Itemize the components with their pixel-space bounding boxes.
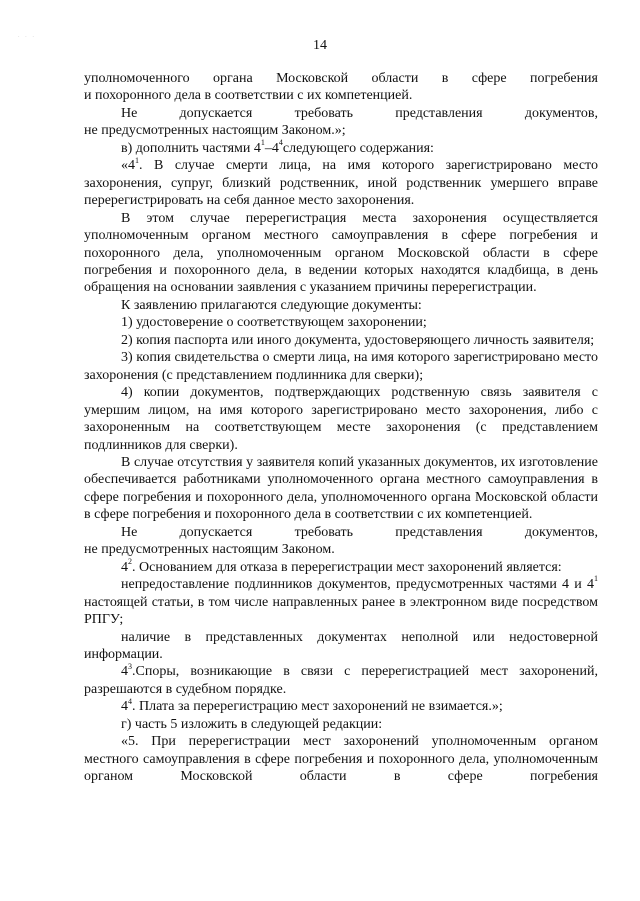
paragraph-text: .Споры, возникающие в связи с перерегистрацией мест захоронений, разрешаются в судебном порядке. (84, 664, 598, 697)
paragraph-text: «4 (121, 158, 135, 174)
paragraph (84, 210, 598, 297)
paragraph-text: в) дополнить частями 4 (121, 140, 261, 156)
paragraph-text: 3) копия свидетельства о смерти лица, на имя которого зарегистрировано место захоронения (с представлением подлинника для сверки); (84, 350, 598, 383)
paragraph (84, 559, 598, 576)
paragraph (84, 629, 598, 664)
paragraph-text: 4 (121, 559, 128, 575)
paragraph (84, 70, 598, 87)
paragraph-text: В случае отсутствия у заявителя копий указанных документов, их изготовление обеспечивается работниками уполномоченного органа местного самоуправления в сфере погребения и похоронного дела, уполномоченного органа Московской области в сфере погребения и похоронного дела в соответствии с их компетенцией. (84, 454, 598, 523)
superscript: 3 (128, 661, 132, 671)
paragraph (84, 716, 598, 733)
paragraph-text: непредоставление подлинников документов, предусмотренных частями 4 и 4 (121, 577, 594, 593)
paragraph-text: К заявлению прилагаются следующие документы: (121, 297, 422, 313)
scan-artifact: · · · (18, 34, 36, 40)
superscript: 1 (594, 574, 598, 584)
superscript: 1 (135, 155, 139, 165)
paragraph-text: 2) копия паспорта или иного документа, удостоверяющего личность заявителя; (121, 332, 595, 348)
superscript: 4 (128, 696, 132, 706)
paragraph-text: Не допускается требовать представления документов, (121, 105, 598, 121)
paragraph-text: «5. При перерегистрации мест захоронений уполномоченным органом местного самоуправления в сфере погребения и похоронного дела, уполномоченным органом Московской области в сфере погребения (84, 734, 598, 785)
paragraph-text: 1) удостоверение о соответствующем захоронении; (121, 315, 427, 331)
paragraph (84, 140, 598, 157)
paragraph-text: . Плата за перерегистрацию мест захоронений не взимается.»; (132, 699, 503, 715)
paragraph-text: и похоронного дела в соответствии с их компетенцией. (84, 88, 413, 104)
superscript: 1 (260, 138, 265, 148)
paragraph (84, 87, 598, 104)
paragraph (84, 524, 598, 541)
paragraph-text: не предусмотренных настоящим Законом.»; (84, 123, 346, 139)
paragraph (84, 733, 598, 785)
paragraph (84, 297, 598, 314)
paragraph (84, 384, 598, 454)
paragraph-text: Не допускается требовать представления документов, (121, 524, 598, 540)
paragraph-text: . Основанием для отказа в перерегистрации мест захоронений является: (132, 559, 562, 575)
paragraph (84, 122, 598, 139)
paragraph-text: не предусмотренных настоящим Законом. (84, 542, 335, 558)
document-body (84, 70, 598, 786)
paragraph-text: В этом случае перерегистрация места захоронения осуществляется уполномоченным органом местного самоуправления в сфере погребения и похоронного дела, уполномоченным органом Московской области в сфере погребения и похоронного дела, в ведении которых находятся кладбища, в день обращения на основании заявления с указанием причины перерегистрации. (84, 210, 598, 296)
paragraph-text: 4 (121, 699, 128, 715)
paragraph (84, 541, 598, 558)
paragraph-text: настоящей статьи, в том числе направленных ранее в электронном виде посредством РПГУ; (84, 594, 598, 628)
paragraph-text: 4) копии документов, подтверждающих родственную связь заявителя с умершим лицом, на имя которого зарегистрировано место захоронения, либо с захороненным на соответствующем месте захоронения (с представлением подлинников для сверки). (84, 385, 598, 453)
paragraph (84, 349, 598, 384)
paragraph (84, 698, 598, 715)
paragraph (84, 157, 598, 209)
superscript: 4 (278, 138, 283, 148)
paragraph (84, 105, 598, 122)
paragraph (84, 454, 598, 524)
paragraph (84, 314, 598, 331)
paragraph (84, 576, 598, 628)
paragraph (84, 332, 598, 349)
paragraph-text: 4 (121, 664, 128, 680)
paragraph-text: уполномоченного органа Московской области в сфере погребения (84, 71, 598, 86)
page-number: 14 (313, 38, 327, 53)
paragraph-text: . В случае смерти лица, на имя которого зарегистрировано место захоронения, супруг, близкий родственник, иной родственник умершего вправе перерегистрировать на себя данное место захоронения. (84, 158, 598, 209)
paragraph-text: г) часть 5 изложить в следующей редакции: (121, 716, 383, 732)
superscript: 2 (128, 557, 132, 567)
paragraph-text: следующего содержания: (282, 140, 434, 156)
paragraph-text: –4 (264, 140, 279, 156)
paragraph-text: наличие в представленных документах неполной или недостоверной информации. (84, 629, 598, 662)
paragraph (84, 663, 598, 698)
